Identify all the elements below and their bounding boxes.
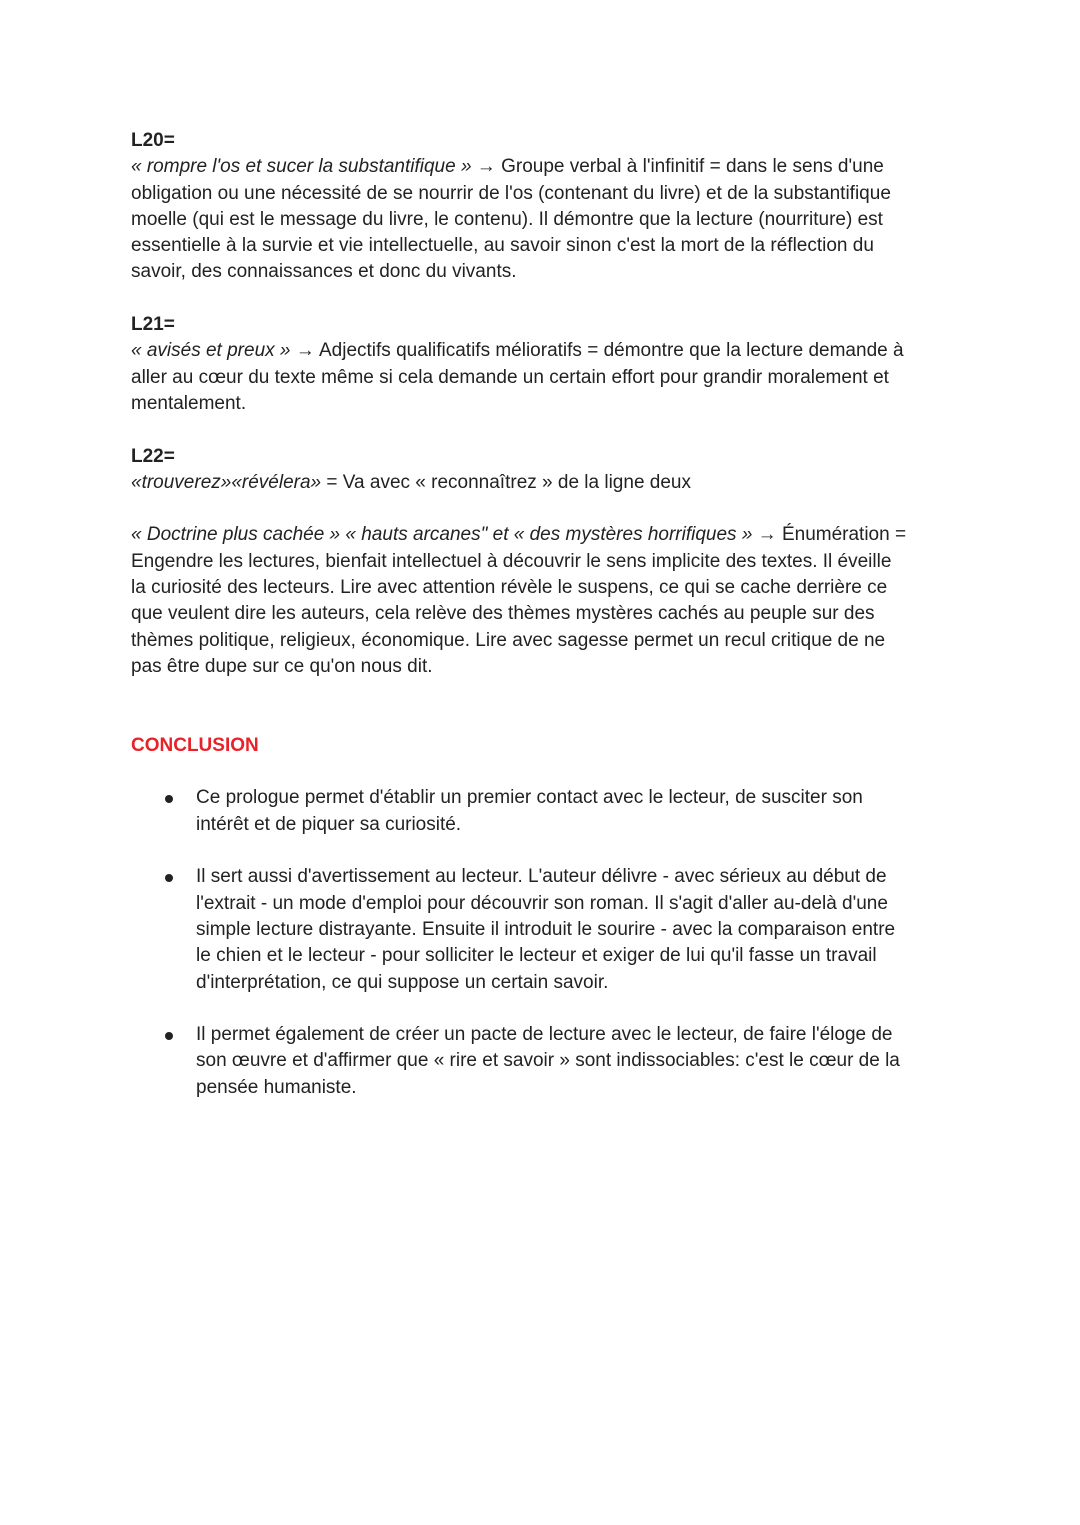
text-line: essentielle à la survie et vie intellectuelle, au savoir sinon c'est la mort de la réflection du [131,235,874,257]
bullet-icon [165,1032,173,1040]
section-l21 [131,312,951,417]
text-line: son œuvre et d'affirmer que « rire et savoir » sont indissociables: c'est le cœur de la [196,1050,900,1072]
section-l22 [131,444,951,497]
quote-text: « rompre l'os et sucer la substantifique » [131,156,472,178]
text-line: Il permet également de créer un pacte de lecture avec le lecteur, de faire l'éloge de [196,1024,893,1046]
section-enumeration [131,522,951,680]
text-line: pensée humaniste. [196,1076,357,1098]
quote-text: « avisés et preux » [131,340,291,362]
text-line: obligation ou une nécessité de se nourrir de l'os (contenant du livre) et de la substantifique [131,182,891,204]
text-line: aller au cœur du texte même si cela demande un certain effort pour grandir moralement et [131,366,889,388]
text-line: thèmes politique, religieux, économique. Lire avec sagesse permet un recul critique de ne [131,629,886,651]
text-line: «trouverez»«révélera» = Va avec « reconnaîtrez » de la ligne deux [131,471,691,493]
conclusion-list [131,785,951,1101]
section-heading: L22= [131,445,175,467]
text-line: la curiosité des lecteurs. Lire avec attention révèle le suspens, ce qui se cache derrière ce [131,577,888,599]
text-line: simple lecture distrayante. Ensuite il introduit le sourire - avec la comparaison entre [196,918,896,940]
section-l20 [131,128,951,286]
list-item [131,785,951,838]
text-line: « avisés et preux » → Adjectifs qualificatifs mélioratifs = démontre que la lecture demande à [131,340,904,362]
text-line: « rompre l'os et sucer la substantifique » → Groupe verbal à l'infinitif = dans le sens d'une [131,156,884,178]
bullet-icon [165,874,173,882]
text-line: l'extrait - un mode d'emploi pour découvrir son roman. Il s'agit d'aller au-delà d'une [196,892,888,914]
document-page [131,128,951,1101]
bullet-icon [165,795,173,803]
text-line: le chien et le lecteur - pour solliciter le lecteur et exiger de lui qu'il fasse un travail [196,945,877,967]
text-line: Engendre les lectures, bienfait intellectuel à découvrir le sens implicite des textes. Il éveille [131,550,892,572]
conclusion-title: CONCLUSION [131,734,259,756]
section-heading: L20= [131,130,175,151]
text-line: « Doctrine plus cachée » « hauts arcanes" et « des mystères horrifiques » → Énumération = [131,524,907,546]
text-line: que veulent dire les auteurs, cela relève des thèmes mystères cachés au peuple sur des [131,603,875,625]
section-conclusion [131,733,951,1101]
text-line: d'interprétation, ce qui suppose un certain savoir. [196,971,609,993]
text-line: savoir, des connaissances et donc du vivants. [131,261,517,283]
list-item [131,1022,951,1101]
text-line: moelle (qui est le message du livre, le contenu). Il démontre que la lecture (nourriture) est [131,208,883,230]
quote-text: « Doctrine plus cachée » « hauts arcanes" et « des mystères horrifiques » [131,524,753,546]
text-line: Il sert aussi d'avertissement au lecteur. L'auteur délivre - avec sérieux au début de [196,866,887,888]
text-line: Ce prologue permet d'établir un premier contact avec le lecteur, de susciter son [196,787,863,809]
text-line: pas être dupe sur ce qu'on nous dit. [131,655,433,677]
quote-text: «trouverez»«révélera» [131,471,322,493]
list-item [131,864,951,995]
text-line: intérêt et de piquer sa curiosité. [196,813,462,835]
section-heading: L21= [131,314,175,336]
text-line: mentalement. [131,392,247,414]
